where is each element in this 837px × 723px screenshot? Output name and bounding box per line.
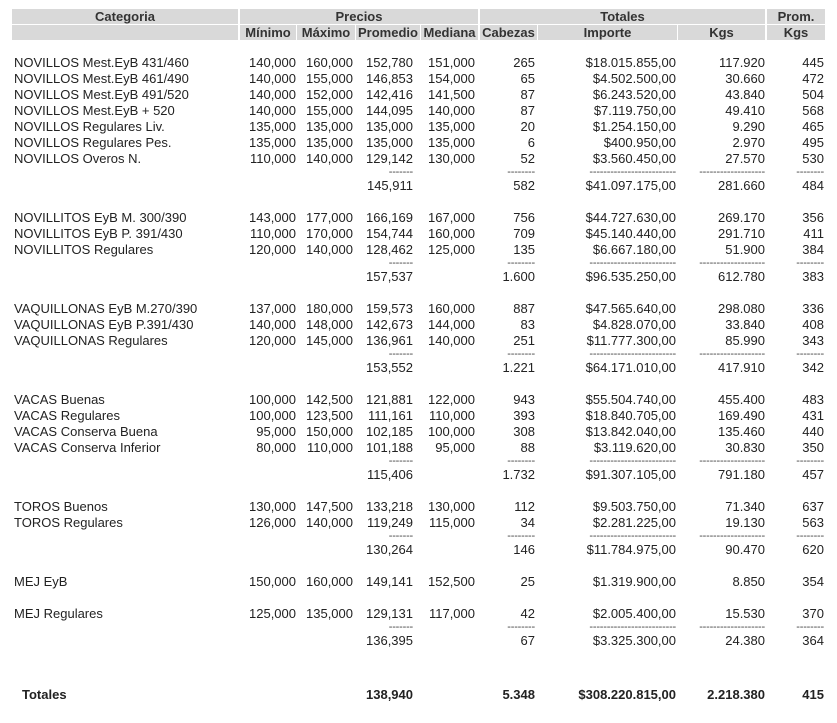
cell-importe: $91.307.105,00 — [585, 467, 676, 482]
cell-mediana: 154,000 — [428, 71, 475, 86]
separator-imp: ------------------------- — [589, 455, 676, 467]
cell-categoria: VAQUILLONAS EyB P.391/430 — [14, 317, 194, 332]
cell-promedio: 102,185 — [366, 424, 413, 439]
cell-minimo: 125,000 — [249, 606, 296, 621]
header-categoria: Categoria — [12, 9, 238, 24]
header-prom: Prom. — [767, 9, 825, 24]
cell-kgs: 298.080 — [718, 301, 765, 316]
header-totales: Totales — [480, 9, 765, 24]
cell-importe: $18.015.855,00 — [585, 55, 676, 70]
separator-prom: ------- — [388, 455, 413, 467]
cell-promedio: 149,141 — [366, 574, 413, 589]
cell-minimo: 140,000 — [249, 103, 296, 118]
cell-importe: $2.281.225,00 — [592, 515, 676, 530]
cell-mediana: 100,000 — [428, 424, 475, 439]
cell-cabezas: 20 — [520, 119, 535, 134]
cell-maximo: 147,500 — [306, 499, 353, 514]
cell-prom-kgs: 384 — [802, 242, 824, 257]
cell-mediana: 160,000 — [428, 226, 475, 241]
cell-mediana: 135,000 — [428, 135, 475, 150]
cell-maximo: 140,000 — [306, 242, 353, 257]
cell-promedio: 153,552 — [366, 360, 413, 375]
cell-importe: $1.319.900,00 — [592, 574, 676, 589]
cell-cabezas: 393 — [513, 408, 535, 423]
cell-mediana: 144,000 — [428, 317, 475, 332]
cell-minimo: 135,000 — [249, 135, 296, 150]
cell-mediana: 151,000 — [428, 55, 475, 70]
cell-prom-kgs: 563 — [802, 515, 824, 530]
cell-maximo: 148,000 — [306, 317, 353, 332]
separator-prom: ------- — [388, 348, 413, 360]
cell-prom-kgs: 411 — [803, 226, 824, 241]
cell-mediana: 130,000 — [428, 151, 475, 166]
cell-minimo: 140,000 — [249, 55, 296, 70]
cell-categoria: VACAS Regulares — [14, 408, 120, 423]
cell-maximo: 180,000 — [306, 301, 353, 316]
header-minimo: Mínimo — [240, 25, 296, 40]
cell-categoria: NOVILLOS Mest.EyB 431/460 — [14, 55, 189, 70]
cell-importe: $400.950,00 — [603, 135, 676, 150]
cell-promedio: 119,249 — [366, 515, 413, 530]
separator-cab: -------- — [507, 455, 535, 467]
cell-categoria: NOVILLITOS EyB P. 391/430 — [14, 226, 183, 241]
cell-maximo: 160,000 — [306, 574, 353, 589]
cell-promedio: 166,169 — [366, 210, 413, 225]
cell-mediana: 95,000 — [435, 440, 475, 455]
separator-prom: ------- — [388, 530, 413, 542]
separator-imp: ------------------------- — [589, 530, 676, 542]
cell-kgs: 612.780 — [718, 269, 765, 284]
cell-maximo: 155,000 — [306, 103, 353, 118]
cell-kgs: 30.660 — [725, 71, 765, 86]
cell-minimo: 140,000 — [249, 87, 296, 102]
totals-promedio: 138,940 — [366, 687, 413, 702]
separator-prom: ------- — [388, 621, 413, 633]
cell-prom-kgs: 354 — [802, 574, 824, 589]
cell-categoria: VACAS Buenas — [14, 392, 105, 407]
cell-cabezas: 34 — [520, 515, 535, 530]
cell-importe: $6.243.520,00 — [592, 87, 676, 102]
cell-cabezas: 88 — [520, 440, 535, 455]
separator-imp: ------------------------- — [589, 348, 676, 360]
cell-categoria: NOVILLOS Mest.EyB 461/490 — [14, 71, 189, 86]
cell-mediana: 160,000 — [428, 301, 475, 316]
header-prom-kgs: Kgs — [767, 25, 825, 40]
separator-pk: -------- — [796, 348, 824, 360]
cell-promedio: 152,780 — [366, 55, 413, 70]
cell-prom-kgs: 568 — [802, 103, 824, 118]
cell-importe: $6.667.180,00 — [592, 242, 676, 257]
cell-kgs: 30.830 — [725, 440, 765, 455]
cell-importe: $96.535.250,00 — [585, 269, 676, 284]
cell-maximo: 140,000 — [306, 151, 353, 166]
cell-prom-kgs: 530 — [802, 151, 824, 166]
cell-promedio: 159,573 — [366, 301, 413, 316]
cell-promedio: 136,961 — [366, 333, 413, 348]
cell-importe: $7.119.750,00 — [593, 103, 676, 118]
cell-minimo: 80,000 — [256, 440, 296, 455]
cell-importe: $13.842.040,00 — [585, 424, 676, 439]
separator-pk: -------- — [796, 257, 824, 269]
separator-imp: ------------------------- — [589, 166, 676, 178]
cell-promedio: 144,095 — [366, 103, 413, 118]
cell-cabezas: 756 — [513, 210, 535, 225]
cell-promedio: 154,744 — [366, 226, 413, 241]
cell-importe: $41.097.175,00 — [585, 178, 676, 193]
cell-minimo: 126,000 — [249, 515, 296, 530]
cell-importe: $45.140.440,00 — [585, 226, 676, 241]
cell-promedio: 145,911 — [366, 178, 413, 193]
cell-importe: $1.254.150,00 — [592, 119, 676, 134]
cell-prom-kgs: 370 — [802, 606, 824, 621]
cell-prom-kgs: 342 — [802, 360, 824, 375]
cell-cabezas: 265 — [513, 55, 535, 70]
cell-categoria: NOVILLOS Mest.EyB + 520 — [14, 103, 175, 118]
separator-cab: -------- — [507, 166, 535, 178]
cell-promedio: 135,000 — [366, 135, 413, 150]
cell-kgs: 117.920 — [718, 55, 765, 70]
cell-maximo: 140,000 — [306, 515, 353, 530]
cell-promedio: 135,000 — [366, 119, 413, 134]
cell-promedio: 142,416 — [366, 87, 413, 102]
cell-importe: $4.828.070,00 — [592, 317, 676, 332]
cell-prom-kgs: 336 — [802, 301, 824, 316]
cell-importe: $2.005.400,00 — [592, 606, 676, 621]
cell-kgs: 135.460 — [718, 424, 765, 439]
cell-maximo: 152,000 — [306, 87, 353, 102]
cell-kgs: 24.380 — [725, 633, 765, 648]
separator-kgs: ------------------- — [699, 166, 765, 178]
cell-prom-kgs: 504 — [802, 87, 824, 102]
cell-prom-kgs: 356 — [802, 210, 824, 225]
cell-mediana: 117,000 — [428, 606, 475, 621]
separator-cab: -------- — [507, 348, 535, 360]
cell-kgs: 43.840 — [725, 87, 765, 102]
cell-minimo: 143,000 — [249, 210, 296, 225]
cell-cabezas: 42 — [520, 606, 535, 621]
cell-importe: $18.840.705,00 — [585, 408, 676, 423]
cell-categoria: MEJ EyB — [14, 574, 68, 589]
cell-minimo: 110,000 — [249, 151, 296, 166]
cell-promedio: 129,142 — [366, 151, 413, 166]
cell-kgs: 2.970 — [732, 135, 765, 150]
cell-prom-kgs: 431 — [802, 408, 824, 423]
separator-cab: -------- — [507, 621, 535, 633]
cell-importe: $11.777.300,00 — [586, 333, 676, 348]
separator-kgs: ------------------- — [699, 621, 765, 633]
cell-mediana: 140,000 — [428, 333, 475, 348]
cell-kgs: 169.490 — [718, 408, 765, 423]
totals-cabezas: 5.348 — [502, 687, 535, 702]
cell-cabezas: 67 — [520, 633, 535, 648]
separator-prom: ------- — [388, 166, 413, 178]
separator-pk: -------- — [796, 166, 824, 178]
cell-cabezas: 25 — [520, 574, 535, 589]
cell-promedio: 101,188 — [366, 440, 413, 455]
cell-promedio: 111,161 — [367, 408, 413, 423]
cell-kgs: 455.400 — [718, 392, 765, 407]
separator-cab: -------- — [507, 257, 535, 269]
cell-minimo: 140,000 — [249, 317, 296, 332]
separator-cab: -------- — [507, 530, 535, 542]
cell-kgs: 19.130 — [725, 515, 765, 530]
cell-minimo: 150,000 — [249, 574, 296, 589]
cell-promedio: 121,881 — [366, 392, 413, 407]
cell-prom-kgs: 484 — [802, 178, 824, 193]
cell-categoria: NOVILLOS Mest.EyB 491/520 — [14, 87, 189, 102]
cell-promedio: 115,406 — [366, 467, 413, 482]
cell-promedio: 128,462 — [366, 242, 413, 257]
cell-importe: $3.325.300,00 — [592, 633, 676, 648]
cell-cabezas: 65 — [520, 71, 535, 86]
cell-prom-kgs: 465 — [802, 119, 824, 134]
cell-categoria: TOROS Regulares — [14, 515, 123, 530]
totals-importe: $308.220.815,00 — [578, 687, 676, 702]
cell-maximo: 135,000 — [306, 119, 353, 134]
cell-minimo: 95,000 — [256, 424, 296, 439]
separator-prom: ------- — [388, 257, 413, 269]
cell-cabezas: 87 — [520, 87, 535, 102]
cell-maximo: 142,500 — [306, 392, 353, 407]
cell-categoria: VACAS Conserva Inferior — [14, 440, 161, 455]
cell-mediana: 115,000 — [428, 515, 475, 530]
separator-kgs: ------------------- — [699, 530, 765, 542]
cell-promedio: 133,218 — [366, 499, 413, 514]
separator-imp: ------------------------- — [589, 621, 676, 633]
cell-mediana: 110,000 — [428, 408, 475, 423]
cell-importe: $47.565.640,00 — [585, 301, 676, 316]
cell-cabezas: 112 — [514, 499, 535, 514]
cell-categoria: NOVILLOS Regulares Liv. — [14, 119, 165, 134]
cell-minimo: 120,000 — [249, 333, 296, 348]
cell-mediana: 152,500 — [428, 574, 475, 589]
cell-kgs: 49.410 — [725, 103, 765, 118]
cell-promedio: 130,264 — [366, 542, 413, 557]
cell-categoria: NOVILLOS Overos N. — [14, 151, 142, 166]
cell-minimo: 100,000 — [249, 408, 296, 423]
separator-imp: ------------------------- — [589, 257, 676, 269]
cell-prom-kgs: 350 — [802, 440, 824, 455]
cell-kgs: 90.470 — [725, 542, 765, 557]
cell-maximo: 145,000 — [306, 333, 353, 348]
cell-mediana: 122,000 — [428, 392, 475, 407]
cell-kgs: 27.570 — [725, 151, 765, 166]
cell-categoria: VACAS Conserva Buena — [14, 424, 158, 439]
cell-kgs: 85.990 — [725, 333, 765, 348]
cell-importe: $4.502.500,00 — [592, 71, 676, 86]
cell-mediana: 130,000 — [428, 499, 475, 514]
cell-promedio: 157,537 — [366, 269, 413, 284]
header-promedio: Promedio — [356, 25, 420, 40]
cell-promedio: 146,853 — [366, 71, 413, 86]
cell-kgs: 51.900 — [725, 242, 765, 257]
cell-minimo: 110,000 — [249, 226, 296, 241]
cell-importe: $3.560.450,00 — [592, 151, 676, 166]
cell-maximo: 150,000 — [306, 424, 353, 439]
cell-cabezas: 1.600 — [502, 269, 535, 284]
cell-prom-kgs: 408 — [802, 317, 824, 332]
separator-pk: -------- — [796, 621, 824, 633]
cell-kgs: 269.170 — [718, 210, 765, 225]
header-maximo: Máximo — [297, 25, 355, 40]
cell-prom-kgs: 483 — [802, 392, 824, 407]
totals-kgs: 2.218.380 — [707, 687, 765, 702]
separator-pk: -------- — [796, 530, 824, 542]
header-precios: Precios — [240, 9, 478, 24]
cell-maximo: 135,000 — [306, 135, 353, 150]
cell-prom-kgs: 457 — [802, 467, 824, 482]
cell-prom-kgs: 440 — [802, 424, 824, 439]
cell-maximo: 110,000 — [306, 440, 353, 455]
cell-maximo: 123,500 — [306, 408, 353, 423]
cell-cabezas: 146 — [513, 542, 535, 557]
cell-importe: $3.119.620,00 — [593, 440, 676, 455]
cell-promedio: 136,395 — [366, 633, 413, 648]
cell-prom-kgs: 495 — [802, 135, 824, 150]
cell-minimo: 140,000 — [249, 71, 296, 86]
cell-prom-kgs: 445 — [802, 55, 824, 70]
cell-prom-kgs: 343 — [802, 333, 824, 348]
cell-cabezas: 6 — [527, 135, 535, 150]
cell-importe: $44.727.630,00 — [585, 210, 676, 225]
cell-maximo: 155,000 — [306, 71, 353, 86]
cell-cabezas: 135 — [513, 242, 535, 257]
cell-importe: $9.503.750,00 — [592, 499, 676, 514]
cell-kgs: 281.660 — [718, 178, 765, 193]
cell-prom-kgs: 620 — [802, 542, 824, 557]
cell-categoria: VAQUILLONAS EyB M.270/390 — [14, 301, 198, 316]
cell-prom-kgs: 637 — [802, 499, 824, 514]
cell-minimo: 120,000 — [249, 242, 296, 257]
cell-cabezas: 83 — [520, 317, 535, 332]
cell-categoria: TOROS Buenos — [14, 499, 108, 514]
cell-cabezas: 308 — [513, 424, 535, 439]
cell-kgs: 15.530 — [725, 606, 765, 621]
cell-maximo: 135,000 — [306, 606, 353, 621]
cell-maximo: 170,000 — [306, 226, 353, 241]
cell-importe: $55.504.740,00 — [585, 392, 676, 407]
cell-prom-kgs: 383 — [802, 269, 824, 284]
cell-mediana: 135,000 — [428, 119, 475, 134]
cell-promedio: 142,673 — [366, 317, 413, 332]
cell-categoria: MEJ Regulares — [14, 606, 103, 621]
cell-cabezas: 887 — [513, 301, 535, 316]
cell-categoria: NOVILLITOS EyB M. 300/390 — [14, 210, 187, 225]
cell-mediana: 167,000 — [428, 210, 475, 225]
cell-cabezas: 943 — [513, 392, 535, 407]
cell-kgs: 71.340 — [725, 499, 765, 514]
cell-categoria: NOVILLOS Regulares Pes. — [14, 135, 172, 150]
header-cabezas: Cabezas — [480, 25, 537, 40]
cell-categoria: VAQUILLONAS Regulares — [14, 333, 168, 348]
cell-mediana: 141,500 — [428, 87, 475, 102]
cell-cabezas: 87 — [520, 103, 535, 118]
totals-label: Totales — [22, 687, 67, 702]
cell-mediana: 125,000 — [428, 242, 475, 257]
separator-kgs: ------------------- — [699, 257, 765, 269]
header-kgs: Kgs — [678, 25, 765, 40]
cell-kgs: 291.710 — [718, 226, 765, 241]
cell-cabezas: 1.221 — [502, 360, 535, 375]
totals-prom-kgs: 415 — [802, 687, 824, 702]
cell-maximo: 160,000 — [306, 55, 353, 70]
cell-minimo: 137,000 — [249, 301, 296, 316]
cell-cabezas: 709 — [513, 226, 535, 241]
cell-importe: $64.171.010,00 — [585, 360, 676, 375]
cell-cabezas: 1.732 — [502, 467, 535, 482]
cell-mediana: 140,000 — [428, 103, 475, 118]
cell-kgs: 8.850 — [732, 574, 765, 589]
cell-kgs: 417.910 — [718, 360, 765, 375]
cell-kgs: 9.290 — [732, 119, 765, 134]
cell-categoria: NOVILLITOS Regulares — [14, 242, 154, 257]
cell-kgs: 791.180 — [718, 467, 765, 482]
cell-kgs: 33.840 — [725, 317, 765, 332]
cell-cabezas: 251 — [513, 333, 535, 348]
cell-minimo: 130,000 — [249, 499, 296, 514]
cell-importe: $11.784.975,00 — [586, 542, 676, 557]
header-importe: Importe — [538, 25, 677, 40]
separator-pk: -------- — [796, 455, 824, 467]
cell-maximo: 177,000 — [306, 210, 353, 225]
separator-kgs: ------------------- — [699, 348, 765, 360]
header-mediana: Mediana — [421, 25, 478, 40]
separator-kgs: ------------------- — [699, 455, 765, 467]
cell-minimo: 100,000 — [249, 392, 296, 407]
cell-prom-kgs: 364 — [802, 633, 824, 648]
cell-minimo: 135,000 — [249, 119, 296, 134]
cell-promedio: 129,131 — [366, 606, 413, 621]
cell-cabezas: 582 — [513, 178, 535, 193]
cell-cabezas: 52 — [520, 151, 535, 166]
header-blank — [12, 25, 238, 40]
cell-prom-kgs: 472 — [802, 71, 824, 86]
